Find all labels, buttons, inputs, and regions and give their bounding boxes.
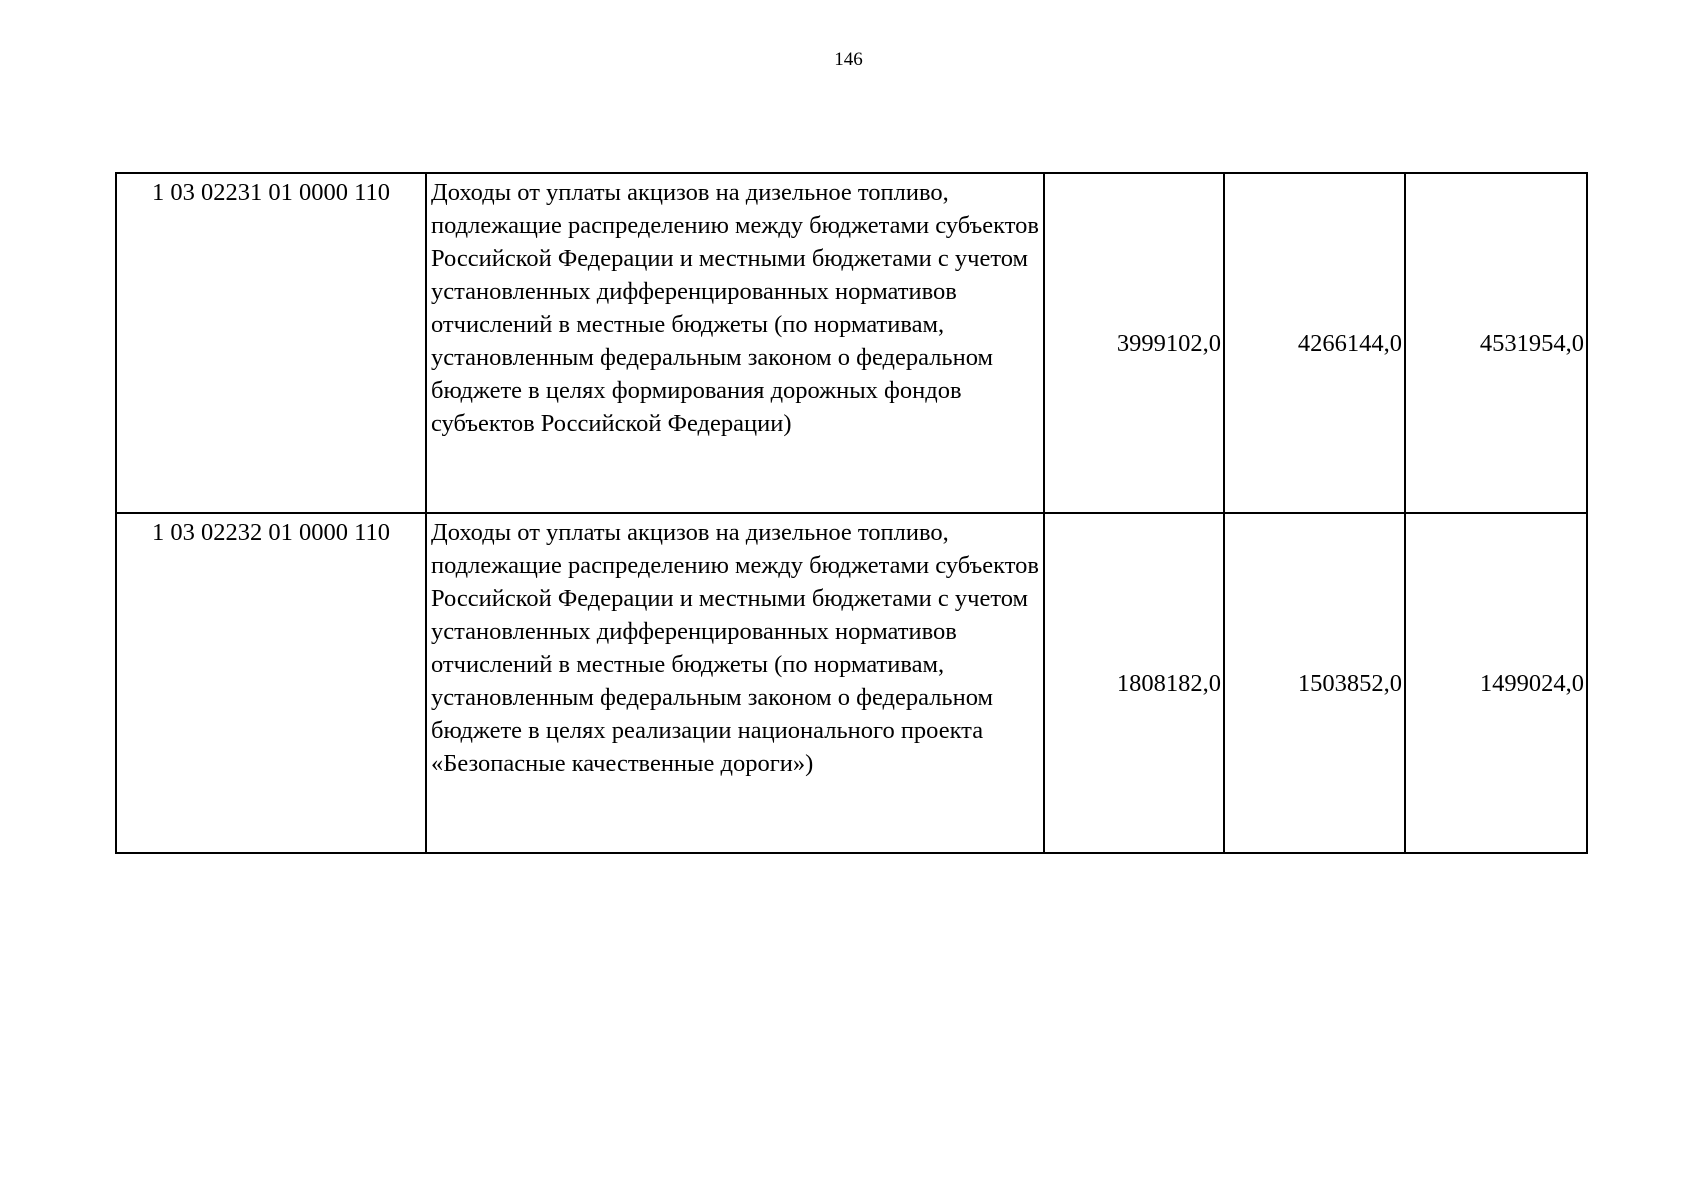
amount-year-3: 4531954,0 xyxy=(1405,173,1587,513)
budget-classification-code: 1 03 02232 01 0000 110 xyxy=(116,513,426,853)
revenue-description: Доходы от уплаты акцизов на дизельное топливо, подлежащие распределению между бюджетами субъектов Российской Федерации и местными бюджетами с учетом установленных дифференцированных нормативов отчислений в местные бюджеты (по нормативам, установленным федеральным законом о федеральном бюджете в целях формирования дорожных фондов субъектов Российской Федерации) xyxy=(426,173,1044,513)
revenue-table xyxy=(115,172,1588,854)
budget-classification-code: 1 03 02231 01 0000 110 xyxy=(116,173,426,513)
revenue-description: Доходы от уплаты акцизов на дизельное топливо, подлежащие распределению между бюджетами субъектов Российской Федерации и местными бюджетами с учетом установленных дифференцированных нормативов отчислений в местные бюджеты (по нормативам, установленным федеральным законом о федеральном бюджете в целях реализации национального проекта «Безопасные качественные дороги») xyxy=(426,513,1044,853)
page-number: 146 xyxy=(834,49,863,70)
amount-year-1: 1808182,0 xyxy=(1044,513,1224,853)
amount-year-3: 1499024,0 xyxy=(1405,513,1587,853)
table-row xyxy=(116,513,1587,853)
amount-year-1: 3999102,0 xyxy=(1044,173,1224,513)
amount-year-2: 4266144,0 xyxy=(1224,173,1405,513)
table-row xyxy=(116,173,1587,513)
amount-year-2: 1503852,0 xyxy=(1224,513,1405,853)
